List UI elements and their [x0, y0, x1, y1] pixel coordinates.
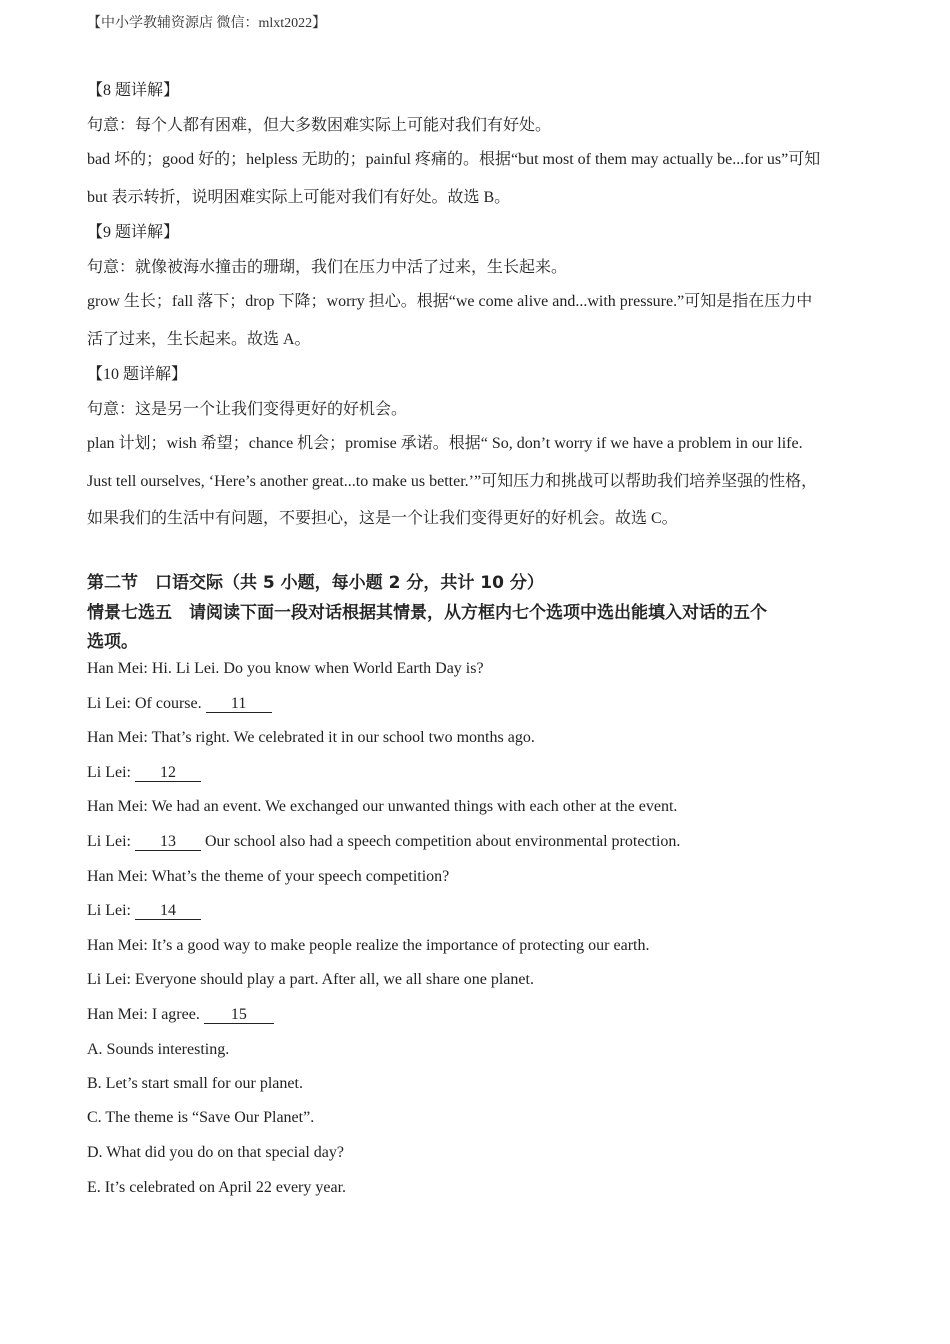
dialog-line	[87, 694, 272, 714]
dialog-speaker-text: Li Lei:	[87, 902, 135, 919]
answer-blank-12: 12	[135, 765, 201, 782]
option-c: C. The theme is “Save Our Planet”.	[87, 1109, 315, 1126]
dialog-speaker-text: Han Mei: I agree.	[87, 1006, 204, 1023]
answer-blank-15: 15	[204, 1007, 274, 1024]
answer-blank-13: 13	[135, 834, 201, 851]
dialog-speaker-text: Li Lei:	[87, 764, 135, 781]
option-e: E. It’s celebrated on April 22 every year.	[87, 1179, 347, 1196]
q10-meaning: 句意：这是另一个让我们变得更好的好机会。	[87, 401, 408, 418]
dialog-line	[87, 763, 201, 783]
q9-meaning: 句意：就像被海水撞击的珊瑚，我们在压力中活了过来，生长起来。	[87, 259, 568, 276]
q9-explanation-line-2: 活了过来，生长起来。故选 A。	[87, 331, 311, 348]
option-b: B. Let’s start small for our planet.	[87, 1075, 303, 1092]
option-a: A. Sounds interesting.	[87, 1041, 230, 1058]
dialog-line: Han Mei: Hi. Li Lei. Do you know when World Earth Day is?	[87, 660, 484, 677]
dialog-line: Han Mei: That’s right. We celebrated it in our school two months ago.	[87, 729, 535, 746]
q10-explanation-line-1: plan 计划；wish 希望；chance 机会；promise 承诺。根据“ So, don’t worry if we have a problem in our life.	[87, 435, 803, 452]
dialog-speaker-text: Li Lei:	[87, 833, 135, 850]
page-header: 【中小学教辅资源店 微信：mlxt2022】	[87, 16, 327, 31]
answer-blank-14: 14	[135, 903, 201, 920]
dialog-line	[87, 901, 201, 921]
section-instruction-line-2: 选项。	[87, 632, 138, 652]
q8-meaning: 句意：每个人都有困难，但大多数困难实际上可能对我们有好处。	[87, 117, 552, 134]
section-title: 第二节 口语交际（共 5 小题，每小题 2 分，共计 10 分）	[87, 573, 544, 593]
dialog-line: Han Mei: It’s a good way to make people realize the importance of protecting our earth.	[87, 937, 650, 954]
dialog-text: Our school also had a speech competition about environmental protection.	[200, 833, 681, 850]
q10-title: 【10 题详解】	[87, 366, 188, 383]
q10-explanation-line-3: 如果我们的生活中有问题，不要担心，这是一个让我们变得更好的好机会。故选 C。	[87, 510, 678, 527]
option-d: D. What did you do on that special day?	[87, 1144, 344, 1161]
q8-explanation-line-1: bad 坏的；good 好的；helpless 无助的；painful 疼痛的。根据“but most of them may actually be...for us”可知	[87, 151, 821, 168]
dialog-line: Han Mei: What’s the theme of your speech competition?	[87, 868, 450, 885]
q8-title: 【8 题详解】	[87, 82, 180, 99]
section-instruction-line-1: 情景七选五 请阅读下面一段对话根据其情景，从方框内七个选项中选出能填入对话的五个	[87, 603, 767, 623]
q9-explanation-line-1: grow 生长；fall 落下；drop 下降；worry 担心。根据“we come alive and...with pressure.”可知是指在压力中	[87, 293, 813, 310]
q9-title: 【9 题详解】	[87, 224, 180, 241]
dialog-line	[87, 832, 680, 852]
dialog-line: Han Mei: We had an event. We exchanged our unwanted things with each other at the event.	[87, 798, 678, 815]
dialog-speaker-text: Li Lei: Of course.	[87, 695, 206, 712]
answer-blank-11: 11	[206, 696, 272, 713]
dialog-line	[87, 1005, 274, 1025]
q8-explanation-line-2: but 表示转折，说明困难实际上可能对我们有好处。故选 B。	[87, 189, 511, 206]
q10-explanation-line-2: Just tell ourselves, ‘Here’s another great...to make us better.’”可知压力和挑战可以帮助我们培养坚强的性格，	[87, 473, 818, 490]
dialog-line: Li Lei: Everyone should play a part. After all, we all share one planet.	[87, 971, 534, 988]
